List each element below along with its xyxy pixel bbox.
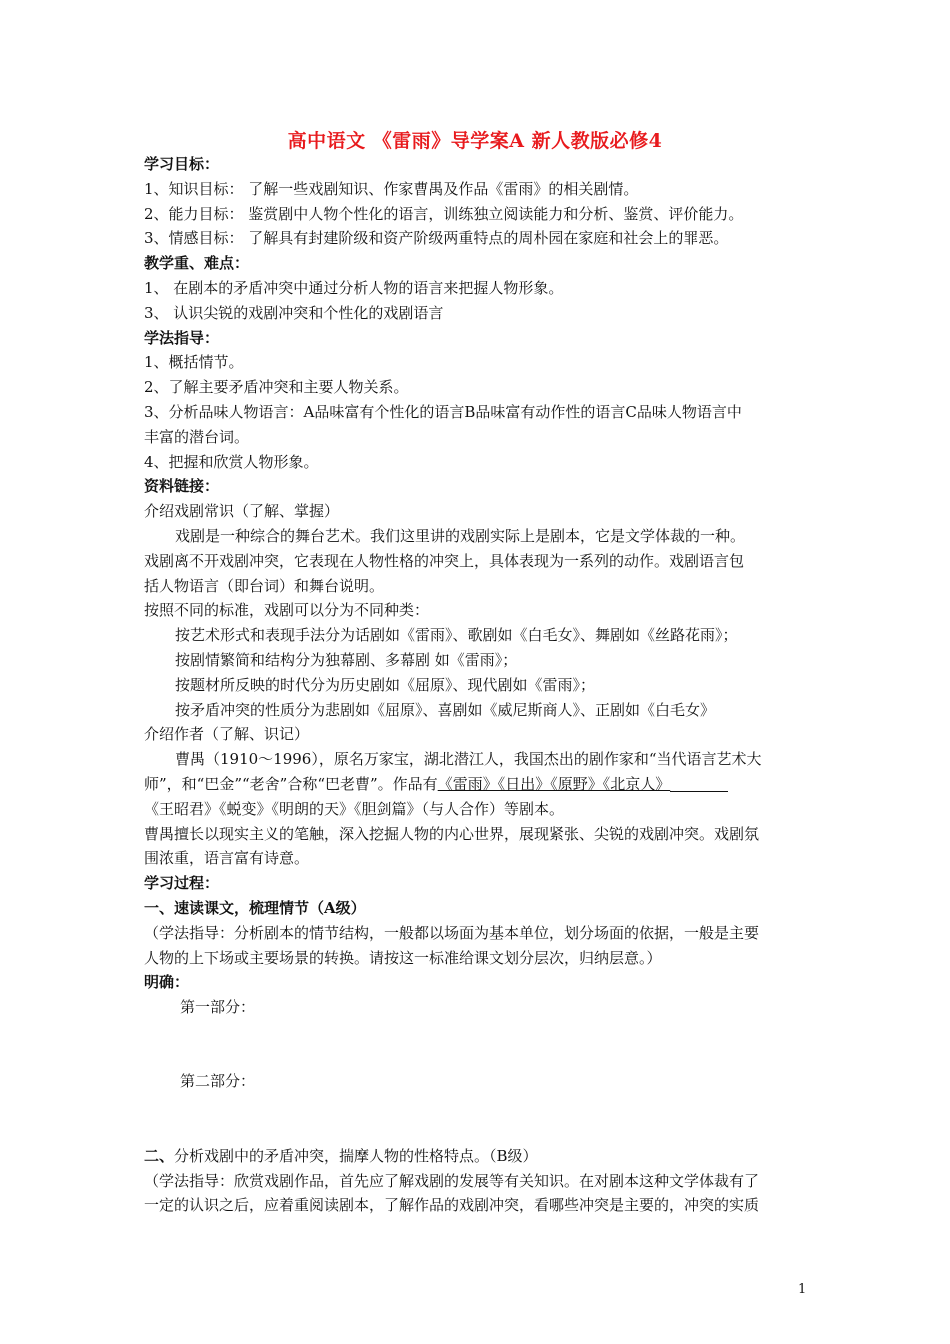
style-line: 曹禺擅长以现实主义的笔触，深入挖掘人物的内心世界，展现紧张、尖锐的戏剧冲突。戏剧氛 [144, 824, 760, 843]
method-heading: 学法指导： [144, 328, 220, 347]
part1-guide-line: 人物的上下场或主要场景的转换。请按这一标准给课文划分层次，归纳层意。） [144, 948, 662, 967]
process-heading: 学习过程： [144, 874, 220, 893]
drama-type-item: 按矛盾冲突的性质分为悲剧如《屈原》、喜剧如《威尼斯商人》、正剧如《白毛女》 [175, 700, 716, 719]
drama-type-item: 按题材所反映的时代分为历史剧如《屈原》、现代剧如《雷雨》； [175, 675, 596, 694]
drama-paragraph-line: 戏剧离不开戏剧冲突，它表现在人物性格的冲突上，具体表现为一系列的动作。戏剧语言包 [144, 551, 745, 570]
drama-paragraph-line: 按照不同的标准，戏剧可以分为不同种类： [144, 601, 430, 620]
drama-intro-label: 介绍戏剧常识（了解、掌握） [144, 502, 340, 521]
method-item: 4、把握和欣赏人物形象。 [144, 452, 319, 471]
drama-type-item: 按艺术形式和表现手法分为话剧如《雷雨》、歌剧如《白毛女》、舞剧如《丝路花雨》； [175, 626, 738, 645]
part1-guide-line: （学法指导：分析剧本的情节结构，一般都以场面为基本单位，划分场面的依据，一般是主要 [144, 923, 760, 942]
focus-item: 3、 认识尖锐的戏剧冲突和个性化的戏剧语言 [144, 303, 444, 322]
method-item: 3、分析品味人物语言：A品味富有个性化的语言B品味富有动作性的语言C品味人物语言中 [144, 402, 742, 421]
author-line: 曹禺（1910～1996），原名万家宝，湖北潜江人，我国杰出的剧作家和“当代语言艺术大 [175, 750, 762, 769]
author-line [144, 772, 812, 797]
focus-item: 1、 在剧本的矛盾冲突中通过分析人物的语言来把握人物形象。 [144, 278, 564, 297]
goal-item: 2、能力目标： 鉴赏剧中人物个性化的语言，训练独立阅读能力和分析、鉴赏、评价能力。 [144, 204, 744, 223]
drama-paragraph-line: 括人物语言（即台词）和舞台说明。 [144, 576, 385, 595]
part2-heading [144, 1144, 812, 1169]
answer-space [144, 1020, 812, 1045]
first-part-label: 第一部分： [180, 998, 256, 1017]
method-item: 1、概括情节。 [144, 353, 244, 372]
resources-heading: 资料链接： [144, 477, 220, 496]
document-body [144, 152, 812, 1218]
goal-item: 3、情感目标： 了解具有封建阶级和资产阶级两重特点的周朴园在家庭和社会上的罪恶。 [144, 229, 729, 248]
drama-paragraph-line: 戏剧是一种综合的舞台艺术。我们这里讲的戏剧实际上是剧本，它是文学体裁的一种。 [175, 526, 746, 545]
style-line: 围浓重，语言富有诗意。 [144, 849, 310, 868]
author-line-prefix: 师”，和“巴金”“老舍”合称“巴老曹”。作品有 [144, 774, 438, 793]
drama-type-item: 按剧情繁简和结构分为独幕剧、多幕剧 如《雷雨》； [175, 650, 518, 669]
part2-heading-text: 分析戏剧中的矛盾冲突，揣摩人物的性格特点。（B级） [174, 1146, 538, 1165]
second-part-label: 第二部分： [180, 1072, 256, 1091]
answer-space [144, 1119, 812, 1144]
answer-space [144, 1094, 812, 1119]
underline-blank [670, 777, 728, 792]
part2-guide-line: 一定的认识之后，应着重阅读剧本，了解作品的戏剧冲突，看哪些冲突是主要的，冲突的实质 [144, 1196, 760, 1215]
method-item: 2、了解主要矛盾冲突和主要人物关系。 [144, 378, 409, 397]
answer-space [144, 1045, 812, 1070]
part1-heading: 一、速读课文，梳理情节（A级） [144, 898, 366, 917]
author-works-underlined: 《雷雨》《日出》《原野》《北京人》 [437, 774, 671, 793]
part2-heading-number: 二、 [144, 1146, 175, 1165]
goals-heading: 学习目标： [144, 155, 220, 173]
author-line: 《王昭君》《蜕变》《明朗的天》《胆剑篇》（与人合作）等剧本。 [144, 799, 565, 818]
method-item: 丰富的潜台词。 [144, 427, 250, 446]
author-intro-label: 介绍作者（了解、识记） [144, 725, 310, 744]
document-title: 高中语文 《雷雨》导学案A 新人教版必修4 [287, 130, 663, 152]
clarify-label: 明确： [144, 973, 190, 992]
focus-heading: 教学重、难点： [144, 254, 250, 273]
part2-guide-line: （学法指导：欣赏戏剧作品，首先应了解戏剧的发展等有关知识。在对剧本这种文学体裁有了 [144, 1171, 760, 1190]
goal-item: 1、知识目标： 了解一些戏剧知识、作家曹禺及作品《雷雨》的相关剧情。 [144, 179, 639, 198]
page-number: 1 [798, 1282, 807, 1297]
